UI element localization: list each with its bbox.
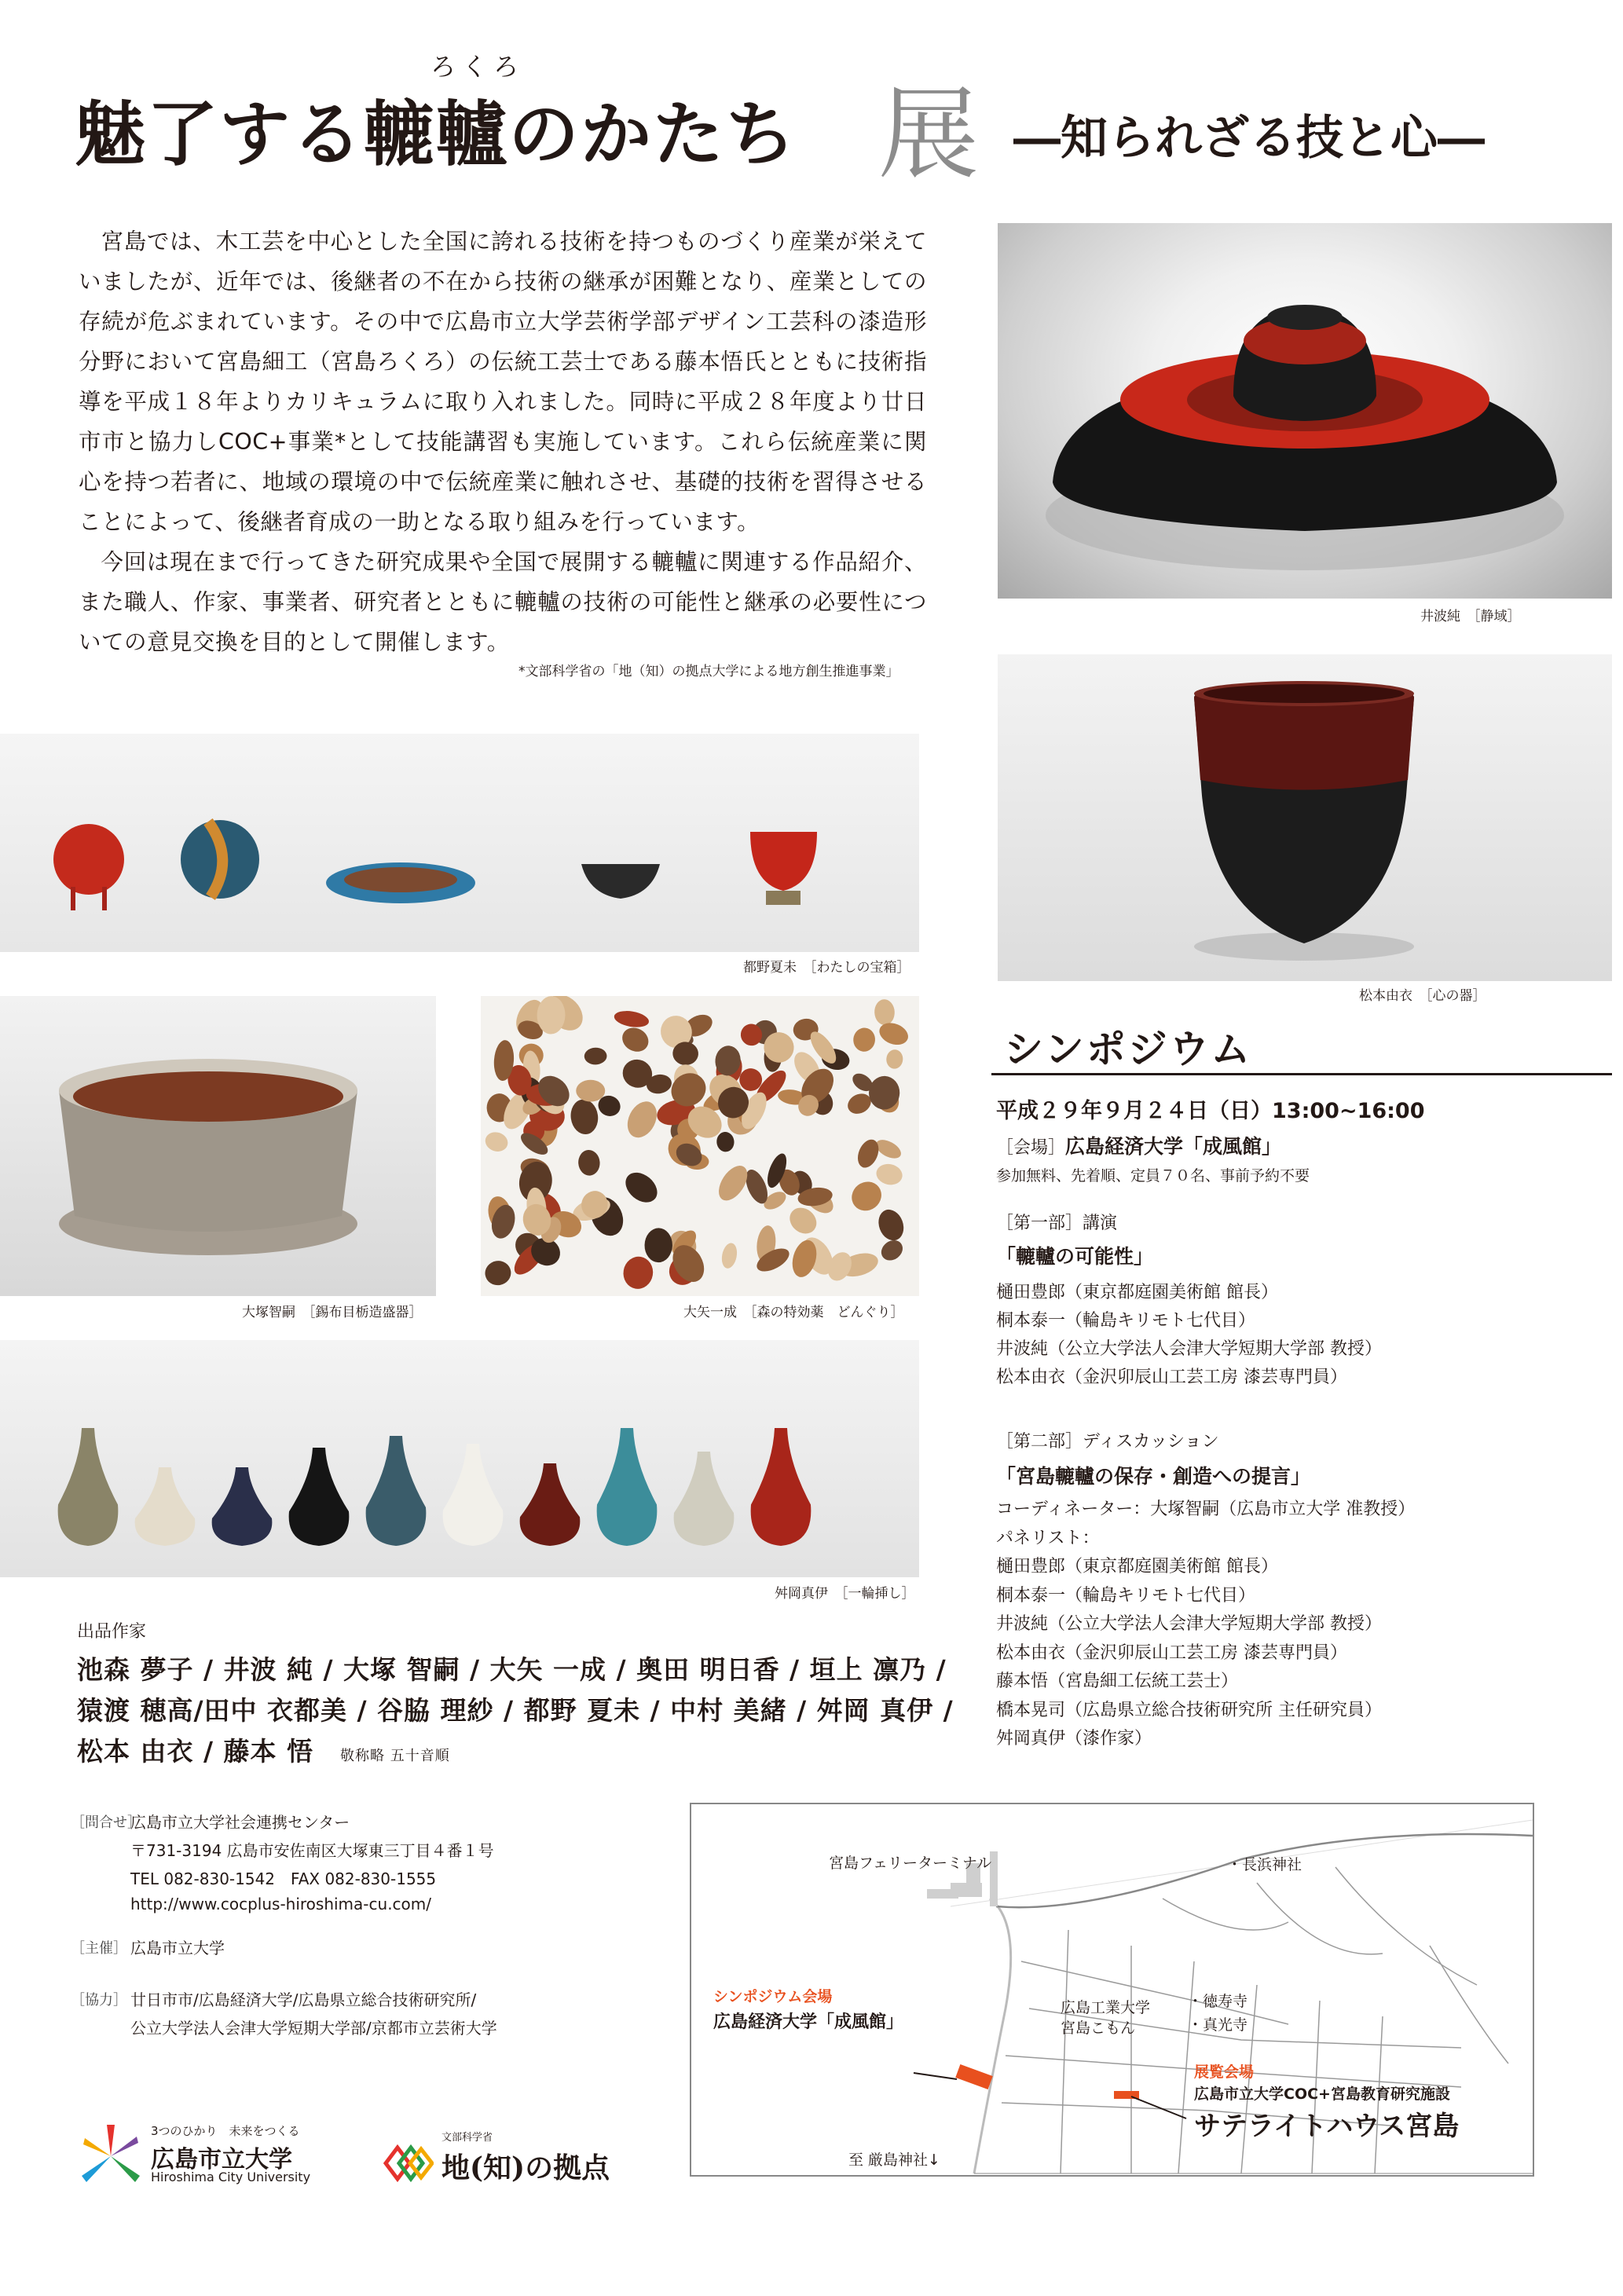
map-label-tokuju: ・徳寿寺 <box>1188 1993 1248 2010</box>
acorn-shape <box>874 1162 904 1187</box>
inquiry-org: 広島市立大学社会連携センター <box>130 1813 350 1832</box>
venue-note: 参加無料、先着順、定員７０名、事前予約不要 <box>996 1167 1310 1185</box>
coc-small-label: 文部科学省 <box>441 2132 493 2144</box>
venue-name: 広島経済大学「成風館」 <box>1065 1135 1282 1158</box>
vessel-row-image <box>0 734 919 952</box>
venue-label: ［会場］ <box>996 1138 1066 1158</box>
coc-name: 地(知)の拠点 <box>441 2151 610 2184</box>
panel-item: パネリスト： <box>996 1528 1100 1548</box>
photo-inami-seiiki <box>998 223 1612 599</box>
acorn-shape <box>577 1149 601 1177</box>
hcu-name: 広島市立大学 <box>151 2146 292 2173</box>
vase-shape <box>135 1467 196 1546</box>
caption-inami: 井波純 ［静域］ <box>1420 609 1521 624</box>
photo-funaoka-ichirin <box>0 1340 919 1577</box>
part2-title: 「宮島轆轤の保存・創造への提言」 <box>996 1465 1311 1488</box>
title-ruby: ろくろ <box>430 52 526 82</box>
hcu-logo <box>75 2121 335 2192</box>
vase-shape <box>58 1428 119 1546</box>
hcu-tagline: 3つのひかり 未来をつくる <box>151 2124 300 2138</box>
speaker-item: 桐本泰一（輪島キリモト七代目） <box>996 1311 1256 1331</box>
hcu-logo-mark-icon <box>75 2121 146 2192</box>
artists-line-2: 猿渡 穂高/田中 衣都美 / 谷脇 理紗 / 都野 夏未 / 中村 美緒 / 舛岡 真伊 / <box>77 1695 954 1726</box>
caption-oya: 大矢一成 ［森の特効薬 どんぐり］ <box>683 1305 904 1320</box>
access-map <box>690 1803 1534 2177</box>
acorn-shape <box>716 1131 735 1152</box>
inquiry-url[interactable]: http://www.cocplus-hiroshima-cu.com/ <box>130 1895 431 1913</box>
intro-footnote: *文部科学省の「地（知）の拠点大学による地方創生推進事業」 <box>518 664 899 679</box>
map-label-ferry: 宮島フェリーターミナル <box>829 1855 992 1872</box>
vase-shape <box>212 1467 273 1546</box>
acorn-shape <box>584 1047 606 1065</box>
map-label-sym-venue: 広島経済大学「成風館」 <box>713 2012 904 2032</box>
host-org: 広島市立大学 <box>130 1939 225 1957</box>
inquiry-label: ［問合せ］ <box>71 1814 141 1831</box>
acorn-shape <box>483 1259 512 1287</box>
artists-line-3 <box>77 1731 450 1768</box>
caption-funaoka: 舛岡真伊 ［一輪挿し］ <box>775 1586 915 1602</box>
part1-title: 「轆轤の可能性」 <box>996 1245 1154 1268</box>
acorn-shape <box>846 1176 887 1217</box>
part2-panelists <box>996 1496 1617 1754</box>
coop-label: ［協力］ <box>71 1992 127 2009</box>
speaker-item: 井波純（公立大学法人会津大学短期大学部 教授） <box>996 1339 1382 1359</box>
acorns-image <box>481 996 919 1296</box>
acorn-shape <box>852 1027 877 1053</box>
vase-shape <box>597 1428 658 1546</box>
photo-otsuka-tray <box>0 996 436 1296</box>
intro-text <box>79 222 927 662</box>
coop-line-1: 廿日市市/広島経済大学/広島県立総合技術研究所/ <box>130 1990 477 2009</box>
acorn-shape <box>483 1130 511 1155</box>
lacquer-cup-image <box>998 654 1612 981</box>
acorn-shape <box>874 1206 908 1243</box>
acorn-shape <box>620 1166 663 1208</box>
part2-label: ［第二部］ディスカッション <box>996 1432 1219 1452</box>
coc-logo <box>382 2129 633 2192</box>
artists-note: 敬称略 五十音順 <box>340 1748 450 1764</box>
speaker-item: 樋田豊郎（東京都庭園美術館 館長） <box>996 1283 1278 1302</box>
symposium-venue-row <box>996 1131 1617 1159</box>
acorn-shape <box>618 1023 653 1056</box>
panel-item: 樋田豊郎（東京都庭園美術館 館長） <box>996 1557 1278 1576</box>
panel-item: 井波純（公立大学法人会津大学短期大学部 教授） <box>996 1614 1382 1634</box>
intro-paragraph-2: 今回は現在まで行ってきた研究成果や全国で展開する轆轤に関連する作品紹介、また職人、作家、事業者、研究者とともに轆轤の技術の可能性と継承の必要性についての意見交換を目的として開催します。 <box>79 549 927 655</box>
vase-shape <box>520 1463 581 1546</box>
acorn-shape <box>621 1254 655 1291</box>
panel-item: 藤本悟（宮島細工伝統工芸士） <box>996 1672 1239 1691</box>
map-label-komon: 宮島こもん <box>1061 2020 1136 2037</box>
vases-image <box>0 1340 919 1577</box>
coop-line-2: 公立大学法人会津大学短期大学部/京都市立芸術大学 <box>130 2019 497 2038</box>
symposium-date: 平成２９年９月２４日（日）13:00~16:00 <box>996 1099 1425 1123</box>
acorn-shape <box>874 999 895 1026</box>
map-label-shinko: ・真光寺 <box>1188 2016 1248 2034</box>
map-label-exh-venue: サテライトハウス宮島 <box>1194 2111 1460 2142</box>
map-label-exh-org: 広島市立大学COC+宮島教育研究施設 <box>1194 2085 1450 2103</box>
symposium-title: シンポジウム <box>1004 1027 1253 1072</box>
part1-speakers <box>996 1279 1617 1392</box>
map-label-sym-heading: シンポジウム会場 <box>713 1988 833 2005</box>
acorn-shape <box>877 1236 907 1265</box>
acorn-shape <box>576 1080 605 1102</box>
caption-tsuno: 都野夏未 ［わたしの宝箱］ <box>743 960 910 976</box>
acorn-shape <box>644 1228 672 1262</box>
acorn-shape <box>885 1049 903 1069</box>
map-label-exh-heading: 展覧会場 <box>1194 2063 1255 2081</box>
artists-line-1: 池森 夢子 / 井波 純 / 大塚 智嗣 / 大矢 一成 / 奥田 明日香 / 垣上 凛乃 / <box>77 1654 947 1685</box>
panel-item: 桐本泰一（輪島キリモト七代目） <box>996 1585 1256 1606</box>
map-label-nagahama: ・長浜神社 <box>1227 1856 1302 1873</box>
map-label-itsukushima: 至 厳島神社↓ <box>848 2151 940 2169</box>
host-label: ［主催］ <box>71 1940 127 1957</box>
vase-shape <box>366 1436 427 1546</box>
map-label-kogyo: 広島工業大学 <box>1061 1999 1151 2016</box>
acorn-shape <box>613 1009 650 1030</box>
page-title: 魅了する轆轤のかたち <box>75 93 797 176</box>
panel-item: コーディネーター：大塚智嗣（広島市立大学 准教授） <box>996 1500 1416 1519</box>
title-ten: 展 <box>878 76 980 193</box>
artists-heading: 出品作家 <box>77 1622 147 1642</box>
panel-item: 橋本晃司（広島県立総合技術研究所 主任研究員） <box>996 1700 1382 1720</box>
part1-label: ［第一部］講演 <box>996 1214 1118 1233</box>
hcu-name-en: Hiroshima City University <box>151 2170 311 2184</box>
caption-matsumoto: 松本由衣 ［心の器］ <box>1359 988 1486 1004</box>
panel-item: 舛岡真伊（漆作家） <box>996 1729 1152 1749</box>
tin-tray-image <box>0 996 436 1296</box>
panel-item: 松本由衣（金沢卯辰山工芸工房 漆芸専門員） <box>996 1642 1347 1663</box>
artists-names: 松本 由衣 / 藤本 悟 <box>77 1736 314 1767</box>
intro-paragraph-1: 宮島では、木工芸を中心とした全国に誇れる技術を持つものづくり産業が栄えていましたが、近年では、後継者の不在から技術の継承が困難となり、産業としての存続が危ぶまれています。その中で広島市立大学芸術学部デザイン工芸科の漆造形分野において宮島細工（宮島ろくろ）の伝統工芸士である藤本悟氏とともに技術指導を平成１８年よりカリキュラムに取り入れました。同時に平成２８年度より廿日市市と協力しCOC+事業*として技能講習も実施しています。これら伝統産業に関心を持つ若者に、地域の環境の中で伝統産業に触れさせ、基礎的技術を習得させることによって、後継者育成の一助となる取り組みを行っています。 <box>79 229 927 535</box>
inquiry-address: 〒731-3194 広島市安佐南区大塚東三丁目４番１号 <box>130 1841 494 1860</box>
photo-oya-donguri <box>481 996 919 1296</box>
photo-matsumoto-kokoro <box>998 654 1612 981</box>
speaker-item: 松本由衣（金沢卯辰山工芸工房 漆芸専門員） <box>996 1368 1347 1387</box>
inquiry-tel: TEL 082-830-1542 FAX 082-830-1555 <box>130 1869 437 1888</box>
coc-logo-mark-icon <box>382 2140 434 2187</box>
vase-shape <box>674 1452 735 1546</box>
vase-shape <box>443 1444 504 1546</box>
symposium-divider <box>991 1073 1612 1075</box>
lacquer-lid-image <box>998 223 1612 599</box>
acorn-shape <box>720 1242 739 1270</box>
vase-shape <box>289 1448 350 1546</box>
page-subtitle: ―知られざる技と心― <box>1013 111 1485 166</box>
caption-otsuka: 大塚智嗣 ［錫布目栃造盛器］ <box>242 1305 423 1320</box>
acorn-shape <box>622 1097 663 1142</box>
acorn-shape <box>569 1097 600 1136</box>
vase-shape <box>751 1428 812 1546</box>
photo-tsuno-takarabako <box>0 734 919 952</box>
